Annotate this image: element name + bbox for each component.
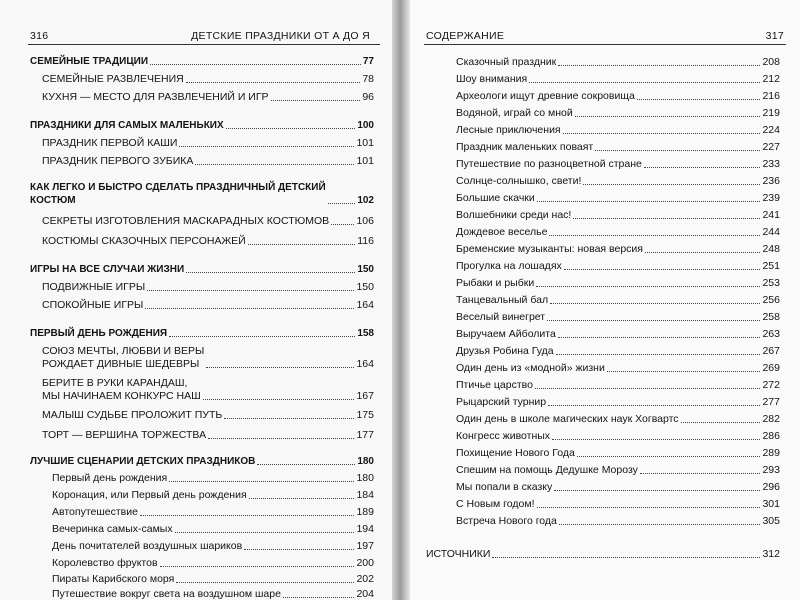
- toc-entry: ПРАЗДНИК ПЕРВОЙ КАШИ 101: [42, 137, 374, 149]
- toc-entry: Археологи ищут древние сокровища 216: [456, 90, 780, 102]
- book-gutter: [392, 0, 410, 600]
- toc-entry: Мы попали в сказку 296: [456, 481, 780, 493]
- right-page: [410, 0, 800, 600]
- toc-entry: Волшебники среди нас! 241: [456, 209, 780, 221]
- toc-entry: Сказочный праздник 208: [456, 56, 780, 68]
- toc-entry: Путешествие вокруг света на воздушном шаре 204: [52, 588, 374, 600]
- toc-entry-section: ИГРЫ НА ВСЕ СЛУЧАИ ЖИЗНИ 150: [30, 264, 374, 275]
- toc-entry: Спешим на помощь Дедушке Морозу 293: [456, 464, 780, 476]
- toc-entry: Выручаем Айболита 263: [456, 328, 780, 340]
- toc-entry: ТОРТ — ВЕРШИНА ТОРЖЕСТВА 177: [42, 429, 374, 441]
- right-toc-sources: [426, 0, 780, 600]
- toc-entry: Танцевальный бал 256: [456, 294, 780, 306]
- toc-entry: Один день из «модной» жизни 269: [456, 362, 780, 374]
- toc-entry: Прогулка на лошадях 251: [456, 260, 780, 272]
- toc-entry: Большие скачки 239: [456, 192, 780, 204]
- left-running-head: ДЕТСКИЕ ПРАЗДНИКИ ОТ А ДО Я: [191, 30, 370, 42]
- toc-entry: Вечеринка самых-самых 194: [52, 523, 374, 535]
- toc-entry: СПОКОЙНЫЕ ИГРЫ 164: [42, 299, 374, 311]
- toc-entry: Путешествие по разноцветной стране 233: [456, 158, 780, 170]
- toc-entry: Водяной, играй со мной 219: [456, 107, 780, 119]
- toc-entry: Веселый винегрет 258: [456, 311, 780, 323]
- toc-entry: Лесные приключения 224: [456, 124, 780, 136]
- toc-entry-section: СЕМЕЙНЫЕ ТРАДИЦИИ 77: [30, 56, 374, 67]
- toc-entry: Автопутешествие 189: [52, 506, 374, 518]
- toc-entry: КОСТЮМЫ СКАЗОЧНЫХ ПЕРСОНАЖЕЙ 116: [42, 235, 374, 247]
- right-page-number: 317: [765, 30, 784, 42]
- toc-entry: Рыцарский турнир 277: [456, 396, 780, 408]
- toc-entry: Пираты Карибского моря 202: [52, 573, 374, 585]
- toc-entry: Праздник маленьких поваят 227: [456, 141, 780, 153]
- toc-entry: БЕРИТЕ В РУКИ КАРАНДАШ, МЫ НАЧИНАЕМ КОНКУРС НАШ 167: [42, 377, 374, 402]
- toc-entry: ПОДВИЖНЫЕ ИГРЫ 150: [42, 281, 374, 293]
- toc-entry: ПРАЗДНИК ПЕРВОГО ЗУБИКА 101: [42, 155, 374, 167]
- toc-entry: МАЛЫШ СУДЬБЕ ПРОЛОЖИТ ПУТЬ 175: [42, 409, 374, 421]
- toc-entry-section: ЛУЧШИЕ СЦЕНАРИИ ДЕТСКИХ ПРАЗДНИКОВ 180: [30, 456, 374, 467]
- toc-entry: Королевство фруктов 200: [52, 557, 374, 569]
- toc-entry: Похищение Нового Года 289: [456, 447, 780, 459]
- toc-entry: СЕМЕЙНЫЕ РАЗВЛЕЧЕНИЯ 78: [42, 73, 374, 85]
- toc-entry: День почитателей воздушных шариков 197: [52, 540, 374, 552]
- toc-entry-section: ПРАЗДНИКИ ДЛЯ САМЫХ МАЛЕНЬКИХ 100: [30, 120, 374, 131]
- toc-entry: Один день в школе магических наук Хогвартс 282: [456, 413, 780, 425]
- toc-entry: Встреча Нового года 305: [456, 515, 780, 527]
- toc-entry: Конгресс животных 286: [456, 430, 780, 442]
- toc-entry: Коронация, или Первый день рождения 184: [52, 489, 374, 501]
- toc-entry: Птичье царство 272: [456, 379, 780, 391]
- toc-entry-section: ПЕРВЫЙ ДЕНЬ РОЖДЕНИЯ 158: [30, 328, 374, 339]
- toc-entry: Первый день рождения 180: [52, 472, 374, 484]
- left-toc: [30, 0, 374, 600]
- toc-entry: СОЮЗ МЕЧТЫ, ЛЮБВИ И ВЕРЫ РОЖДАЕТ ДИВНЫЕ ШЕДЕВРЫ 164: [42, 345, 374, 370]
- toc-entry: Шоу внимания 212: [456, 73, 780, 85]
- right-running-head: СОДЕРЖАНИЕ: [426, 30, 505, 42]
- toc-entry: С Новым годом! 301: [456, 498, 780, 510]
- toc-entry: Рыбаки и рыбки 253: [456, 277, 780, 289]
- toc-entry: Дождевое веселье 244: [456, 226, 780, 238]
- toc-entry: СЕКРЕТЫ ИЗГОТОВЛЕНИЯ МАСКАРАДНЫХ КОСТЮМОВ 106: [42, 215, 374, 227]
- left-page: [0, 0, 392, 600]
- left-page-number: 316: [30, 30, 49, 42]
- toc-entry: Бременские музыканты: новая версия 248: [456, 243, 780, 255]
- toc-entry-section: КАК ЛЕГКО И БЫСТРО СДЕЛАТЬ ПРАЗДНИЧНЫЙ ДЕТСКИЙ КОСТЮМ 102: [30, 182, 374, 206]
- toc-entry: Друзья Робина Гуда 267: [456, 345, 780, 357]
- toc-entry-sources: ИСТОЧНИКИ 312: [426, 548, 780, 560]
- toc-entry: Солнце-солнышко, свети! 236: [456, 175, 780, 187]
- toc-entry: КУХНЯ — МЕСТО ДЛЯ РАЗВЛЕЧЕНИЙ И ИГР 96: [42, 91, 374, 103]
